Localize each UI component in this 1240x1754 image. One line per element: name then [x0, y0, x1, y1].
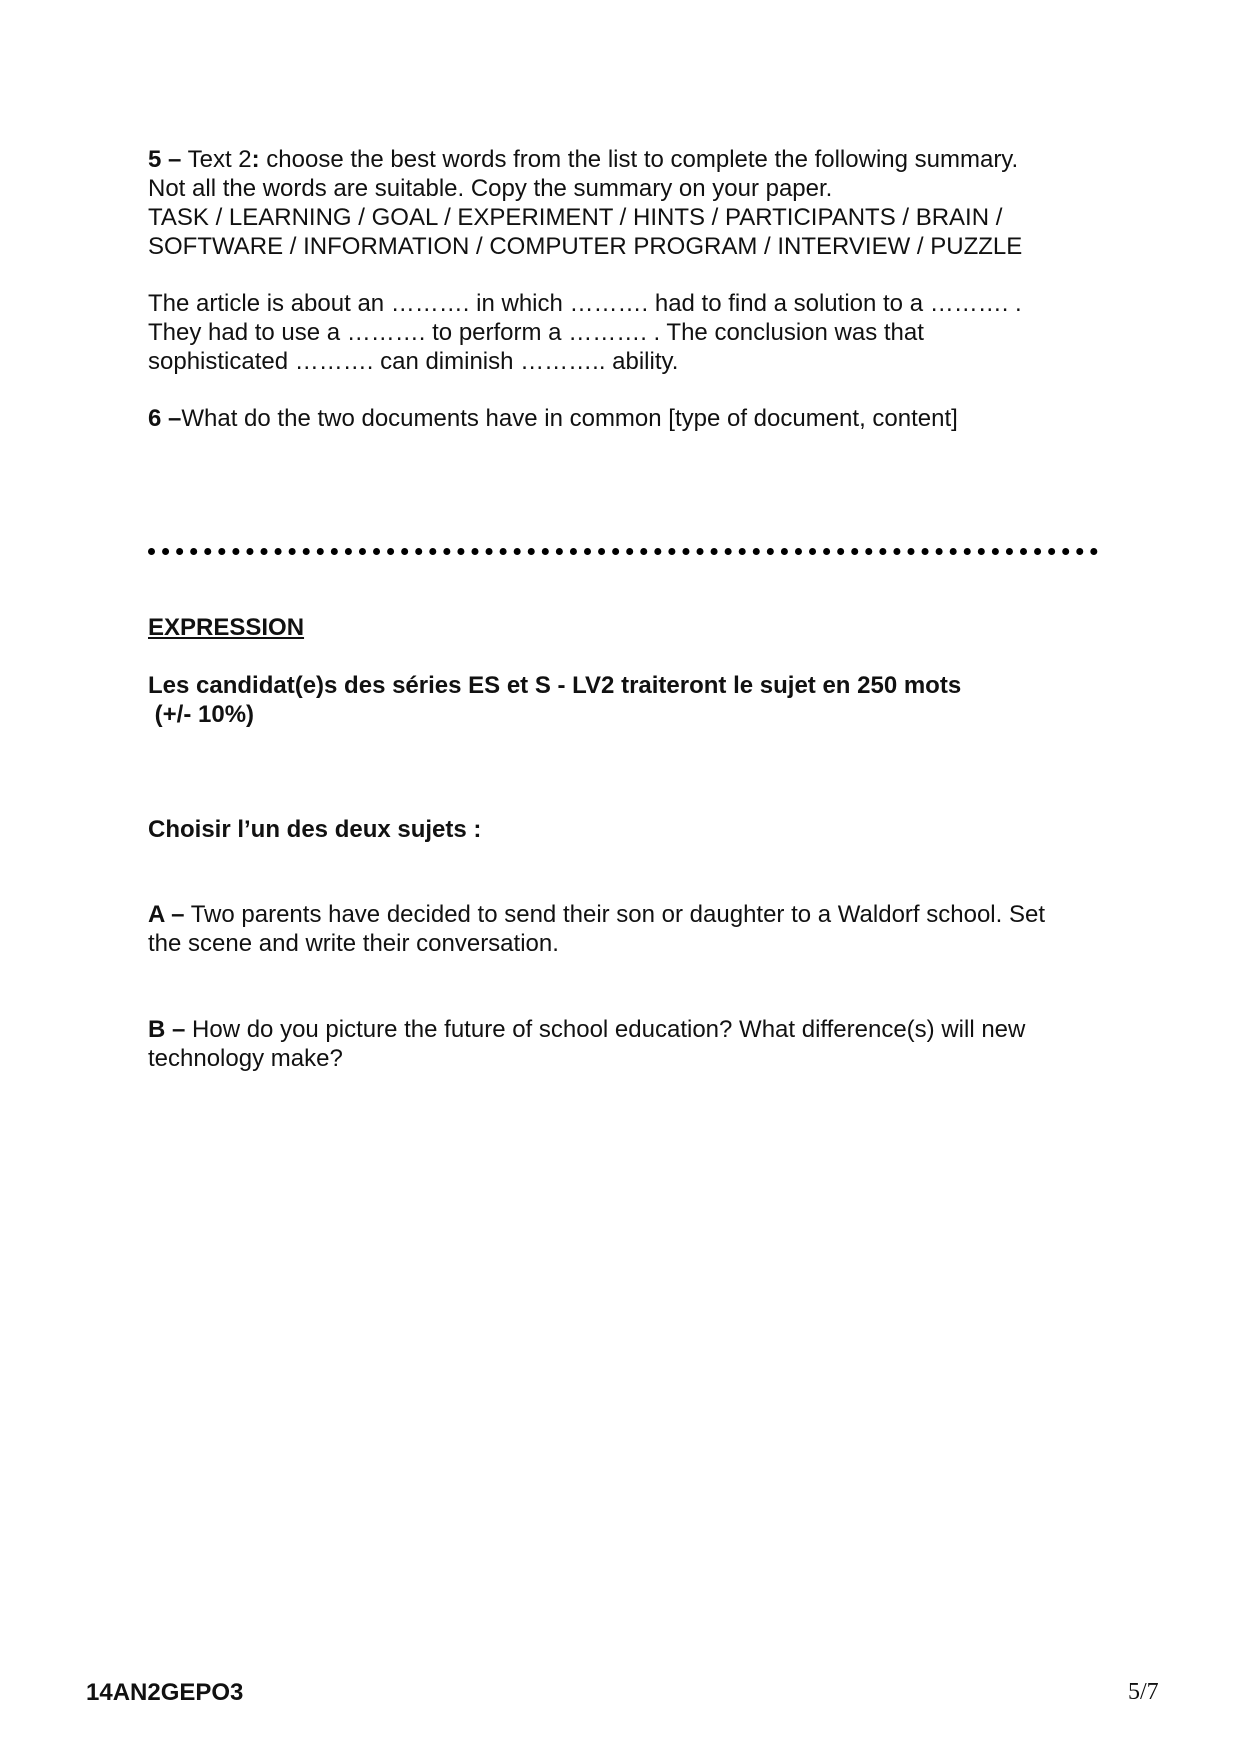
question-5-instruction: choose the best words from the list to complete the following summary. [259, 146, 1019, 173]
question-6-text: What do the two documents have in common [type of document, content] [181, 405, 958, 432]
expression-instruction-line-1: Les candidat(e)s des séries ES et S - LV2 traiteront le sujet en 250 mots [148, 672, 962, 699]
word-list-line-1: TASK / LEARNING / GOAL / EXPERIMENT / HINTS / PARTICIPANTS / BRAIN / [148, 204, 1003, 231]
topic-b-line-1: How do you picture the future of school education? What difference(s) will new [185, 1016, 1026, 1043]
footer-page-number: 5/7 [1128, 1679, 1159, 1705]
question-5-line-1 [148, 145, 1108, 174]
topic-a [148, 900, 1108, 958]
topic-b-label: B – [148, 1016, 186, 1043]
summary-line-1: The article is about an ………. in which ………. had to find a solution to a ………. . [148, 290, 1022, 317]
question-5 [148, 145, 1108, 261]
dotted-separator [148, 548, 1098, 555]
expression-section [148, 613, 1108, 642]
topic-a-line-2: the scene and write their conversation. [148, 930, 559, 957]
expression-heading: EXPRESSION [148, 614, 305, 641]
topic-b [148, 1015, 1108, 1073]
choose-topic-text: Choisir l’un des deux sujets : [148, 816, 482, 843]
question-6 [148, 404, 1108, 433]
footer-exam-code: 14AN2GEPO3 [86, 1679, 244, 1706]
expression-instruction [148, 671, 1108, 729]
topic-a-line-1: Two parents have decided to send their son or daughter to a Waldorf school. Set [184, 901, 1045, 928]
word-list-line-2: SOFTWARE / INFORMATION / COMPUTER PROGRAM / INTERVIEW / PUZZLE [148, 233, 1023, 260]
question-5-text-label: Text 2 [181, 146, 252, 173]
topic-a-label: A – [148, 901, 185, 928]
topic-b-line-2: technology make? [148, 1045, 343, 1072]
question-5-number: 5 – [148, 146, 182, 173]
choose-topic [148, 815, 1108, 844]
question-5-line-2: Not all the words are suitable. Copy the summary on your paper. [148, 175, 833, 202]
expression-instruction-line-2: (+/- 10%) [148, 701, 255, 728]
summary-paragraph [148, 289, 1108, 376]
question-6-number: 6 – [148, 405, 182, 432]
summary-line-2: They had to use a ………. to perform a ………. . The conclusion was that [148, 319, 924, 346]
summary-line-3: sophisticated ………. can diminish ……….. ability. [148, 348, 679, 375]
question-5-colon: : [251, 146, 260, 173]
